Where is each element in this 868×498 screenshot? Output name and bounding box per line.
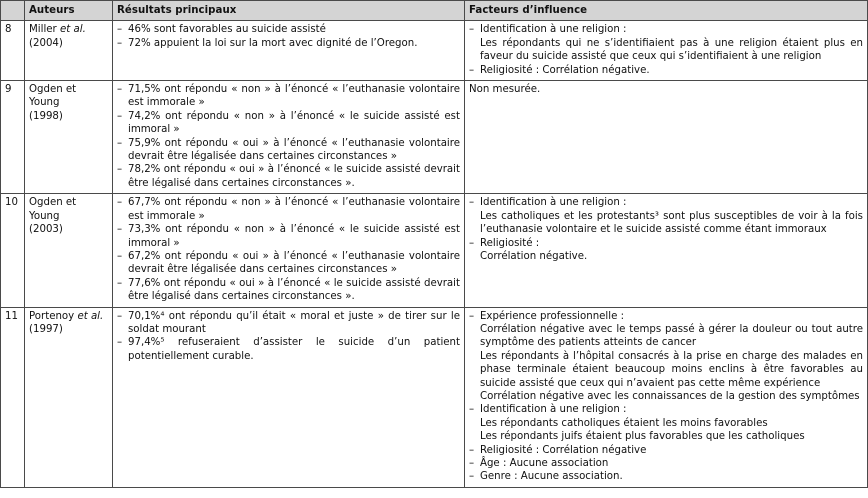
- author-name: Portenoy: [29, 310, 75, 322]
- factor-detail: Corrélation négative avec le temps passé à gérer la douleur ou tout autre symptôme des patients atteints de cancer: [480, 323, 863, 349]
- header-influence-factors: Facteurs d’influence: [465, 1, 868, 21]
- factor-detail: Les répondants qui ne s’identifiaient pas à une religion étaient plus en faveur du suicide assisté que ceux qui s’identifiaient à une religion: [480, 37, 863, 63]
- author-etal: et al.: [77, 310, 104, 322]
- study-number: 9: [1, 81, 25, 194]
- factor-item: – Religiosité : Corrélation négative: [469, 444, 863, 457]
- study-year: (1998): [29, 110, 63, 122]
- factor-item: – Identification à une religion :: [469, 23, 863, 36]
- table-body: [1, 21, 868, 487]
- table-row: [1, 194, 868, 307]
- header-number: [1, 1, 25, 21]
- factor-item: – Religiosité : Corrélation négative.: [469, 64, 863, 77]
- header-row: [1, 1, 868, 21]
- result-item: – 73,3% ont répondu « non » à l’énoncé « le suicide assisté est immoral »: [117, 223, 460, 250]
- study-results: [113, 194, 465, 307]
- study-authors: [25, 81, 113, 194]
- result-item: – 77,6% ont répondu « oui » à l’énoncé « le suicide assisté devrait être légalisé dans certaines circonstances ».: [117, 277, 460, 304]
- factor-detail: Les catholiques et les protestants³ sont plus susceptibles de voir à la fois l’euthanasie volontaire et le suicide assisté comme étant immoraux: [480, 210, 863, 236]
- table-row: [1, 81, 868, 194]
- study-results: [113, 21, 465, 81]
- study-factors: [465, 81, 868, 194]
- study-number: 10: [1, 194, 25, 307]
- study-year: (2004): [29, 37, 63, 49]
- study-year: (1997): [29, 323, 63, 335]
- header-main-results: Résultats principaux: [113, 1, 465, 21]
- factor-detail: Les répondants catholiques étaient les moins favorables: [480, 417, 768, 429]
- result-item: – 71,5% ont répondu « non » à l’énoncé « l’euthanasie volontaire est immorale »: [117, 83, 460, 110]
- result-item: – 70,1%⁴ ont répondu qu’il était « moral et juste » de tirer sur le soldat mourant: [117, 310, 460, 337]
- factor-detail: Corrélation négative.: [480, 250, 588, 262]
- table-header: [1, 1, 868, 21]
- result-item: – 78,2% ont répondu « oui » à l’énoncé « le suicide assisté devrait être légalisé dans certaines circonstances ».: [117, 163, 460, 190]
- author-name: Ogden et Young: [29, 197, 77, 222]
- header-authors: Auteurs: [25, 1, 113, 21]
- factor-detail: Les répondants juifs étaient plus favorables que les catholiques: [480, 431, 805, 443]
- result-item: – 75,9% ont répondu « oui » à l’énoncé « l’euthanasie volontaire devrait être légalisée dans certaines circonstances »: [117, 137, 460, 164]
- factor-item: – Religiosité :: [469, 237, 863, 250]
- factor-detail: Corrélation négative avec les connaissances de la gestion des symptômes: [480, 390, 860, 402]
- study-authors: [25, 21, 113, 81]
- study-factors: [465, 307, 868, 487]
- factor-item: – Identification à une religion :: [469, 403, 863, 416]
- study-year: (2003): [29, 224, 63, 236]
- result-item: – 67,7% ont répondu « non » à l’énoncé « l’euthanasie volontaire est immorale »: [117, 196, 460, 223]
- author-etal: et al.: [60, 24, 86, 36]
- factor-item: – Expérience professionnelle :: [469, 310, 863, 323]
- result-item: – 97,4%⁵ refuseraient d’assister le suicide d’un patient potentiellement curable.: [117, 336, 460, 363]
- factor-item: – Identification à une religion :: [469, 196, 863, 209]
- factor-item: – Âge : Aucune association: [469, 457, 863, 470]
- study-results: [113, 307, 465, 487]
- study-factors: [465, 194, 868, 307]
- study-number: 8: [1, 21, 25, 81]
- study-results: [113, 81, 465, 194]
- study-authors: [25, 194, 113, 307]
- result-item: – 72% appuient la loi sur la mort avec dignité de l’Oregon.: [117, 37, 460, 50]
- table-row: [1, 21, 868, 81]
- study-factors: [465, 21, 868, 81]
- factor-plain: Non mesurée.: [469, 84, 541, 96]
- factor-item: – Genre : Aucune association.: [469, 470, 863, 483]
- study-number: 11: [1, 307, 25, 487]
- result-item: – 67,2% ont répondu « oui » à l’énoncé « l’euthanasie volontaire devrait être légalisée dans certaines circonstances »: [117, 250, 460, 277]
- result-item: – 46% sont favorables au suicide assisté: [117, 23, 460, 36]
- result-item: – 74,2% ont répondu « non » à l’énoncé « le suicide assisté est immoral »: [117, 110, 460, 137]
- study-authors: [25, 307, 113, 487]
- factor-detail: Les répondants à l’hôpital consacrés à la prise en charge des malades en phase terminale étaient beaucoup moins enclins à être favorables au suicide assisté que ceux qui n’avaient pas cette même expérience: [480, 350, 863, 389]
- author-name: Ogden et Young: [29, 84, 77, 109]
- author-name: Miller: [29, 24, 57, 36]
- table-row: [1, 307, 868, 487]
